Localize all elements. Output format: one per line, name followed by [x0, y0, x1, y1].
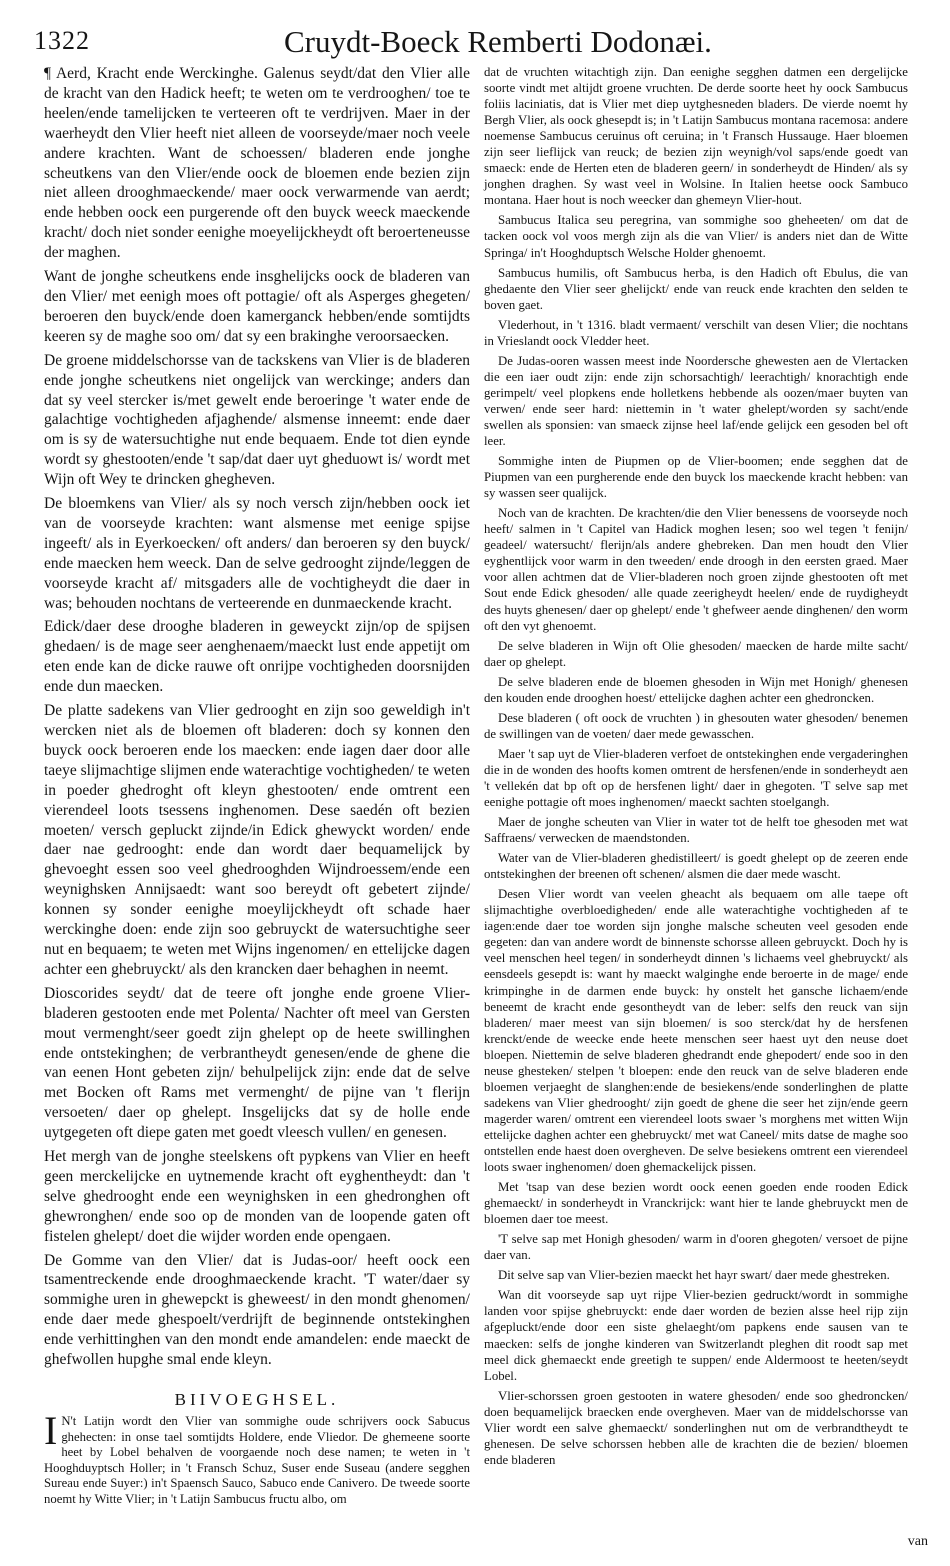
- paragraph: De bloemkens van Vlier/ als sy noch versch zijn/hebben oock iet van de voorseyde krachten: want alsmense met eenige spijse ingeeft/ als in Eyerkoecken/ oft anders/ dan beroeren sy den buyck/ ende maecken hem weeck. Dan de selve gedrooght zijnde/leggen de voorseyde kracht af/ mitsgaders alle de vochtigheydt die daer in was; behouden nochtans de verteerende en dunmaeckende kracht.: [44, 495, 470, 612]
- paragraph: De selve bladeren ende de bloemen ghesoden in Wijn met Honigh/ ghenesen den kouden ende drooghen hoest/ ettelijcke daghen achter een ghedroncken.: [484, 674, 908, 705]
- right-column: [484, 64, 908, 1472]
- paragraph: Maer 't sap uyt de Vlier-bladeren verfoet de ontstekinghen ende vergaderinghen die in de wonden des hoofts komen omtrent de hersfenen/ende in sonderheydt aen 't vellekén dat bp oft op de hersfenen light/ daer in ghegoten. 'T selve sap met eenighe pottagie oft moes inghenomen/ maeckt sachten stoelgangh.: [484, 746, 908, 810]
- paragraph: Water van de Vlier-bladeren ghedistilleert/ is goedt ghelept op de zeeren ende ontstekinghen der breenen oft schenen/ alsmen die daer mede wascht.: [484, 851, 908, 882]
- paragraph: Vlier-schorssen groen gestooten in watere ghesoden/ ende soo ghedroncken/ doen bequamelijck braecken ende overgheven. Maer van de middelschorsse van Vlier wordt een salve ghemaeckt/ sonderlinghen nut om de verbrandtheydt te ghenesen. De selve schorssen hebben alle de krachten die de bezien/ bloemen ende bladeren: [484, 1388, 908, 1467]
- paragraph: Sommighe inten de Piupmen op de Vlier-boomen; ende segghen dat de Piupmen van een purgherende ende den buyck los maeckende kracht hebben: van sy wassen seer qualijck.: [484, 454, 908, 501]
- paragraph: Vlederhout, in 't 1316. bladt vermaent/ verschilt van desen Vlier; die nochtans in Vrieslandt oock Vledder heet.: [484, 317, 908, 348]
- paragraph: Noch van de krachten. De krachten/die den Vlier benessens de voorseyde noch heeft/ salmen in 't Capitel van Hadick moghen lesen; soo wel tegen 't fenijn/ geadeel/ watersucht/ flerijn/als andere ghebreken. Dan men houdt den Vlier eyghentlijck voor warm in den tweeden/ ende droogh in den eersten graed. Maer voor allen achtmen dat de Vlier-bladeren noch groen zijnde ghestooten oft met Sout ende Edick ghesoden/ alle quade zeerigheydt heelen/ ende de ruydigheydt des huyts ghenesen/ daer op ghelept/ ende 't ghefweer aende dinghenen/ den worm oft den vyt ghenoemt.: [484, 506, 908, 633]
- supplement-heading: BIIVOEGHSEL.: [174, 1390, 340, 1409]
- paragraph: Maer de jonghe scheuten van Vlier in water tot de helft toe ghesoden met wat Saffraens/ verwecken de maendstonden.: [484, 815, 908, 846]
- paragraph: Dit selve sap van Vlier-bezien maeckt het hayr swart/ daer mede ghestreken.: [498, 1268, 890, 1283]
- supplement-text: N't Latijn wordt den Vlier van sommighe oude schrijvers oock Sabucus ghehecten: in onse tael somtijdts Holdere, ende Vliedor. De ghemeene soorte heet by Lobel behalven de voorgaende noch dese namen; te weten in 't Hooghduyptsch Holler; in 't Fransch Schuz, Suser ende Suseau (andere segghen Sureau ende Suyer:) in't Spaensch Sauco, Sabuco ende Canivero. De tweede soorte noemt hy Witte Vlier; in 't Latijn Sambucus fructu albo, om: [44, 1414, 470, 1506]
- paragraph: ¶ Aerd, Kracht ende Werckinghe. Galenus seydt/dat den Vlier alle de kracht van den Hadick heeft; te weten om te verdrooghen/ toe te heelen/ende tamelijcken te verteeren oft te verdrijven. Maer in der waerheydt den Vlier heeft niet alleen de voorseyde/maer noch veele andere krachten. Want de schoessen/ bladeren ende jonghe scheutkens van den Vlier/ende oock de bloemen ende bezien zijn niet alleen drooghmaeckende/ maer oock verwarmende van aerdt; ende hebben oock een purgerende oft den buyck weeck maeckende kracht/ doch niet sonder eenighe moeyelijckheydt oft beroerteneusse der maghen.: [44, 65, 470, 262]
- paragraph: De selve bladeren in Wijn oft Olie ghesoden/ maecken de harde milte sacht/ daer op ghelept.: [484, 638, 908, 669]
- running-title: Cruydt-Boeck Remberti Dodonæi.: [284, 24, 712, 59]
- page-number: 1322: [34, 26, 90, 55]
- supplement-section: [44, 1408, 470, 1508]
- paragraph: Want de jonghe scheutkens ende insghelijcks oock de bladeren van den Vlier/ met eenigh moes oft pottagie/ oft als Asperges ghegeten/ beroeren den buyck/ende doen kamerganck hebben/ende somtijdts keeren sy de maghe soo om/ dat sy een brakinghe veroorsaecken.: [44, 268, 470, 345]
- page-header: [34, 24, 930, 64]
- catchword: van: [907, 1534, 928, 1549]
- paragraph: De Judas-ooren wassen meest inde Noordersche ghewesten aen de Vlertacken die een iaer oudt zijn: ende zijn schorsachtigh/ leerachtigh/ knorachtigh ende gerimpelt/ veel plopkens ende holletkens hebbende als oozen/maer buyten van verwen/ ende seer hard: niettemin in 't water ghelept/worden sy sacht/ende swellen als sponsien: van smaeck zijnse heel laf/ende gelijck een gesoden bel oft leer.: [484, 353, 908, 449]
- paragraph: 'T selve sap met Honigh ghesoden/ warm in d'ooren ghegoten/ versoet de pijne daer van.: [484, 1232, 908, 1263]
- paragraph: Het mergh van de jonghe steelskens oft pypkens van Vlier en heeft geen merckelijcke en uytnemende kracht oft eyghentheydt: dan 't selve ghedrooght ende een weynighsken in een ghedronghen oft ghewronghen/ ende soo op de monden van de loopende gaten oft fistelen ghelept/ doet die wijder worden ende opengaen.: [44, 1148, 470, 1245]
- supplement-paragraph: [44, 1408, 470, 1508]
- paragraph: De Gomme van den Vlier/ dat is Judas-oor/ heeft oock een tsamentreckende ende drooghmaeckende kracht. 'T water/daer sy sommighe uren in ghewepckt is gheweest/ in den mondt ghenomen/ ende daer mede ghespoelt/verdrijft de beginnende ontstekinghen ende verhittinghen van den mondt ende amandelen: ende maeckt de ghefwollen hupghe smal ende kleyn.: [44, 1251, 470, 1369]
- drop-cap: I: [44, 1408, 58, 1453]
- paragraph: dat de vruchten witachtigh zijn. Dan eenighe segghen datmen een dergelijcke soorte vindt met altijdt groene vruchten. De derde soorte heet hy oock Sambucus foliis laciniatis, dat is Vlier met diep uytghesneden bladers. De vierde noemt hy Bergh Vlier, als oock ghesepdt is; in 't Latijn Sambucus montana racemosa: andere noemense Sambucus ceruinus oft ceruina; in 't Fransch Hussauge. Haer bloemen zijn seer lieflijck van reuck; de bezien zijn weynigh/vol saps/ende goedt van smaeck: ende de Herten eten de bladeren geern/ in sonderheydt de Hinden/ als sy jonghen draghen. Sy wast veel in Wolsine. In Italien heetse oock Sambuco montana. Haer hout is noch weecker dan ghemeyn Vlier-hout.: [484, 65, 908, 208]
- paragraph: Dese bladeren ( oft oock de vruchten ) in ghesouten water ghesoden/ benemen de swillingen van de voeten/ daer mede gewasschen.: [484, 710, 908, 741]
- paragraph: Desen Vlier wordt van veelen gheacht als bequaem om alle taepe oft slijmachtighe overbloedigheden/ ende alle waterachtighe vochtigheden af te iagen:ende daer toe worden sijn jonghe malsche scheuten veel gesoden ende gegeten: dan van andere wordt de binnenste schorsse alleen gebruyckt. Doch hy is veel menschen heel tegen/ in sonderheydt dinnen 's lichaems veel ghebruyckt/ als eensdeels gesepdt is: want hy maeckt walginghe ende beroerte in de mage/ ende krimpinghe in de darmen ende buyck: hy onstelt het gansche lichaem/ende beneemt de kracht ende gesontheydt van de leber: selfs den reuck van sijn bladeren/ maer meest van sijn bloemen/ is soo sterck/dat hy de hersfenen krenckt/ende de weecke ende heete menschen seer haest uyt den neuse doet bloepen. Niettemin de selve bladeren ghedrandt ende ghepodert/ ende soo in den neuse ghesteken/ stelpen 't bloepen: ende den reuck van de selve bladeren ende bloemen verjaeght de slanghen:ende de besiekens/ende sonderlinghen de platte sadekens van Vlier ghedrooght/ zijn goedt de ghene die seer het zijn/ende geern magerder waren/ omtrent een vierendeel loots swaer 's morghens met witten Wijn ettelijcke daghen achter een ghebruyckt/ met wat Caneel/ mits datse de maghe soo ontstellen ende haest doen overgheven. De selve besiekens omtrent een vierendeel loots swaer inghenomen/ doen ghemackelijck pissen.: [484, 887, 908, 1175]
- paragraph: Wan dit voorseyde sap uyt rijpe Vlier-bezien gedruckt/wordt in sommighe landen voor spijse ghebruyckt: ende daer worden de bezien alsse heel rijp zijn afgepluckt/ende door een siste ghelaeght/om papkens ende sausen van te maecken: selfs de jonghe kinderen van Switzerlandt pleghen dit roodt sap met meel dick ghemaeckt ende greetigh te suppen/ ende Aldermoost te heeten/seydt Lobel.: [484, 1288, 908, 1383]
- left-column: [44, 64, 470, 1512]
- paragraph: De groene middelschorsse van de tackskens van Vlier is de bladeren ende jonghe scheutkens niet ongelijck van werckinge; anders dan dat sy veel stercker is/met gewelt ende beroeringe 't water ende de galachtige vochtigheden afjaghende/ alsmense inneemt: ende daer om is sy de watersuchtighe nut ende bequaem. Ende tot dien eynde wordt sy ghestooten/ende 't sap/dat daer uyt gheduowt is/ wordt met Wijn oft Wey te drincken ghegheven.: [44, 351, 470, 489]
- paragraph: Sambucus humilis, oft Sambucus herba, is den Hadich oft Ebulus, die van ghedaente den Vlier seer ghelijckt/ ende van reuck ende krachten den selden te boven gaet.: [484, 265, 908, 312]
- paragraph: Edick/daer dese drooghe bladeren in geweyckt zijn/op de spijsen ghedaen/ is de mage seer aenghenaem/maeckt lust ende appetijt om eten ende kan de dicke rauwe oft onrijpe vochtigheden doorsnijden ende dun maecken.: [44, 618, 470, 696]
- paragraph: Sambucus Italica seu peregrina, van sommighe soo gheheeten/ om dat de tacken oock vol voos mergh zijn als die van Vlier/ is anders niet dan de Witte Springa/ in't Hooghduptsch Welsche Holder ghenoemt.: [484, 213, 908, 260]
- paragraph: De platte sadekens van Vlier gedrooght en zijn soo geweldigh in't wercken niet als de bloemen oft bladeren: doch sy konnen den buyck oock beroeren ende los maecken: ende iagen daer door alle taeye slijmachtige slijmen ende waterachtige vochtigheden/ te weten in poeder ghedroght oft kleyn ghestooten/ ende omtrent een vierendeel loots tsessens inghenomen. Dese saedén oft bezien moeten/ versch gepluckt zijnde/in Edick ghewyckt worden/ ende daer nae gedrooght: ende dan wordt daer bequamelijck by ghevoeght essen soo veel ghedrooghden Wijndroessem/ende een weynighsken Annijsaedt: want soo bereydt oft gebetert zijnde/ konnen sy sonder eenighe moeylijckheydt oft schade haer werckinghe doen: ende zijn soo gebruyckt de watersuchtighe seer nut en bequaem; te weten met Wijns ingenomen/ en ettelijcke dagen achter een ghebruyckt/ als den krancken daer behaghen in neemt.: [44, 702, 470, 978]
- paragraph: Met 'tsap van dese bezien wordt oock eenen goeden ende rooden Edick ghemaeckt/ in sonderheydt in Vranckrijck: want hier te lande ghebruyckt men de bloemen daer toe meest.: [484, 1180, 908, 1227]
- paragraph: Dioscorides seydt/ dat de teere oft jonghe ende groene Vlier-bladeren gestooten ende met Polenta/ Nachter oft meel van Gersten mout vermenght/seer goedt zijn ghelept op de heete swillinghen ende ontstekinghen; de verbrantheydt genesen/ende de ghene die van eenen Hont gebeten zijn/ behulpelijck zijn: ende dat de selve met Bocken oft Rams met vermenght/ de pijne van 't flerijn versoeten/ daer op ghelept. Insgelijcks dat sy de holle ende uytgegeten oft diepe gaten met goedt vleesch vullen/ en genesen.: [44, 984, 470, 1142]
